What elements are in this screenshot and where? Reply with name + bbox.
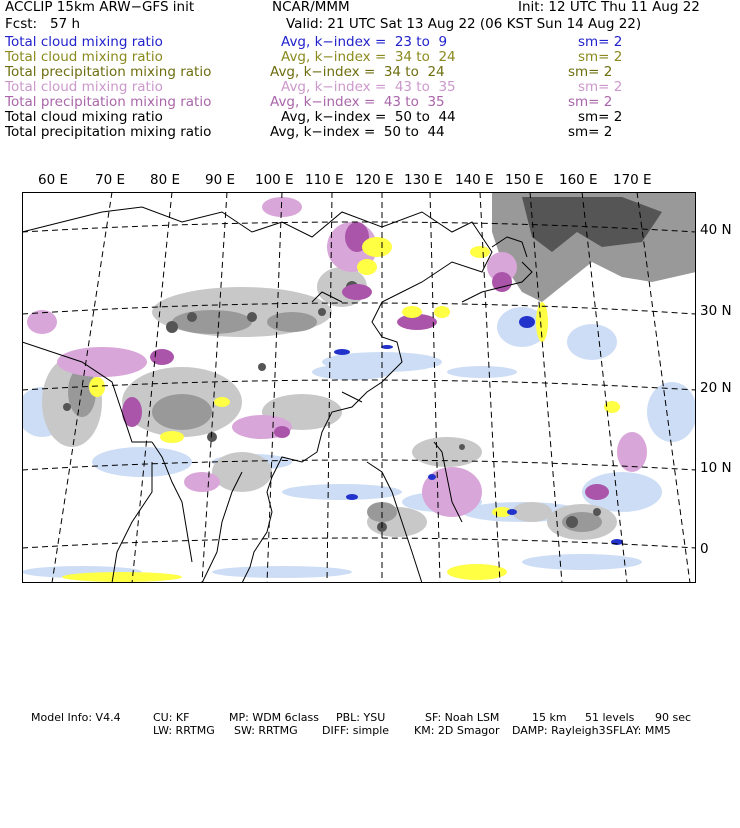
model-title: ACCLIP 15km ARW−GFS init (5, 0, 195, 15)
footer-item: Model Info: V4.4 (31, 711, 121, 724)
forecast-label: Fcst: (5, 16, 38, 32)
legend-row (5, 125, 740, 140)
lon-label: 140 E (455, 172, 494, 188)
legend-sm: sm= 2 (568, 94, 613, 110)
lat-label: 20 N (700, 380, 732, 396)
legend-sm: sm= 2 (578, 34, 623, 50)
footer-item: DIFF: simple (322, 724, 390, 737)
lon-label: 130 E (404, 172, 443, 188)
lon-label: 150 E (505, 172, 544, 188)
footer-item: PBL: YSU (336, 711, 386, 724)
lon-label: 70 E (95, 172, 125, 188)
legend-avg: Avg, k−index = 50 to 44 (270, 124, 445, 140)
valid-time: Valid: 21 UTC Sat 13 Aug 22 (06 KST Sun 14 Aug 22) (286, 16, 642, 32)
footer-item: SFLAY: MM5 (606, 724, 671, 737)
legend-row (5, 80, 740, 95)
forecast-hours: 57 h (50, 16, 81, 32)
footer-item: KM: 2D Smagor (414, 724, 500, 737)
organization: NCAR/MMM (272, 0, 350, 15)
footer-item: 15 km (532, 711, 567, 724)
legend-field: Total cloud mixing ratio (5, 109, 163, 125)
footer-item: SW: RRTMG (234, 724, 298, 737)
legend-field: Total precipitation mixing ratio (5, 64, 212, 80)
lon-label: 120 E (355, 172, 394, 188)
legend-avg: Avg, k−index = 34 to 24 (281, 49, 456, 65)
footer-item: LW: RRTMG (153, 724, 215, 737)
legend-avg: Avg, k−index = 34 to 24 (270, 64, 445, 80)
footer-item: 51 levels (585, 711, 635, 724)
lat-label: 30 N (700, 303, 732, 319)
legend-avg: Avg, k−index = 23 to 9 (281, 34, 448, 50)
lat-label: 10 N (700, 460, 732, 476)
legend-sm: sm= 2 (568, 64, 613, 80)
legend-field: Total cloud mixing ratio (5, 79, 163, 95)
legend-field: Total cloud mixing ratio (5, 49, 163, 65)
footer-item: DAMP: Rayleigh3 (512, 724, 606, 737)
legend-avg: Avg, k−index = 43 to 35 (270, 94, 445, 110)
legend-sm: sm= 2 (578, 79, 623, 95)
legend-sm: sm= 2 (568, 124, 613, 140)
legend-avg: Avg, k−index = 43 to 35 (281, 79, 456, 95)
footer-item: CU: KF (153, 711, 190, 724)
legend-row (5, 50, 740, 65)
lon-label: 100 E (255, 172, 294, 188)
footer-item: 90 sec (655, 711, 692, 724)
lat-label: 0 (700, 541, 709, 557)
legend-field: Total precipitation mixing ratio (5, 124, 212, 140)
footer-item: SF: Noah LSM (425, 711, 500, 724)
lon-label: 60 E (38, 172, 68, 188)
lon-label: 80 E (150, 172, 180, 188)
lon-label: 160 E (559, 172, 598, 188)
lat-label: 40 N (700, 222, 732, 238)
legend-avg: Avg, k−index = 50 to 44 (281, 109, 456, 125)
legend-row (5, 65, 740, 80)
legend-field: Total cloud mixing ratio (5, 34, 163, 50)
legend-row (5, 95, 740, 110)
footer-item: MP: WDM 6class (229, 711, 319, 724)
legend-field: Total precipitation mixing ratio (5, 94, 212, 110)
init-time: Init: 12 UTC Thu 11 Aug 22 (518, 0, 700, 15)
map-panel (22, 192, 696, 583)
model-info-line2 (0, 724, 740, 815)
legend-row (5, 35, 740, 50)
legend-sm: sm= 2 (578, 109, 623, 125)
legend-sm: sm= 2 (578, 49, 623, 65)
lon-label: 110 E (305, 172, 344, 188)
legend-row (5, 110, 740, 125)
lon-label: 170 E (613, 172, 652, 188)
lon-label: 90 E (205, 172, 235, 188)
